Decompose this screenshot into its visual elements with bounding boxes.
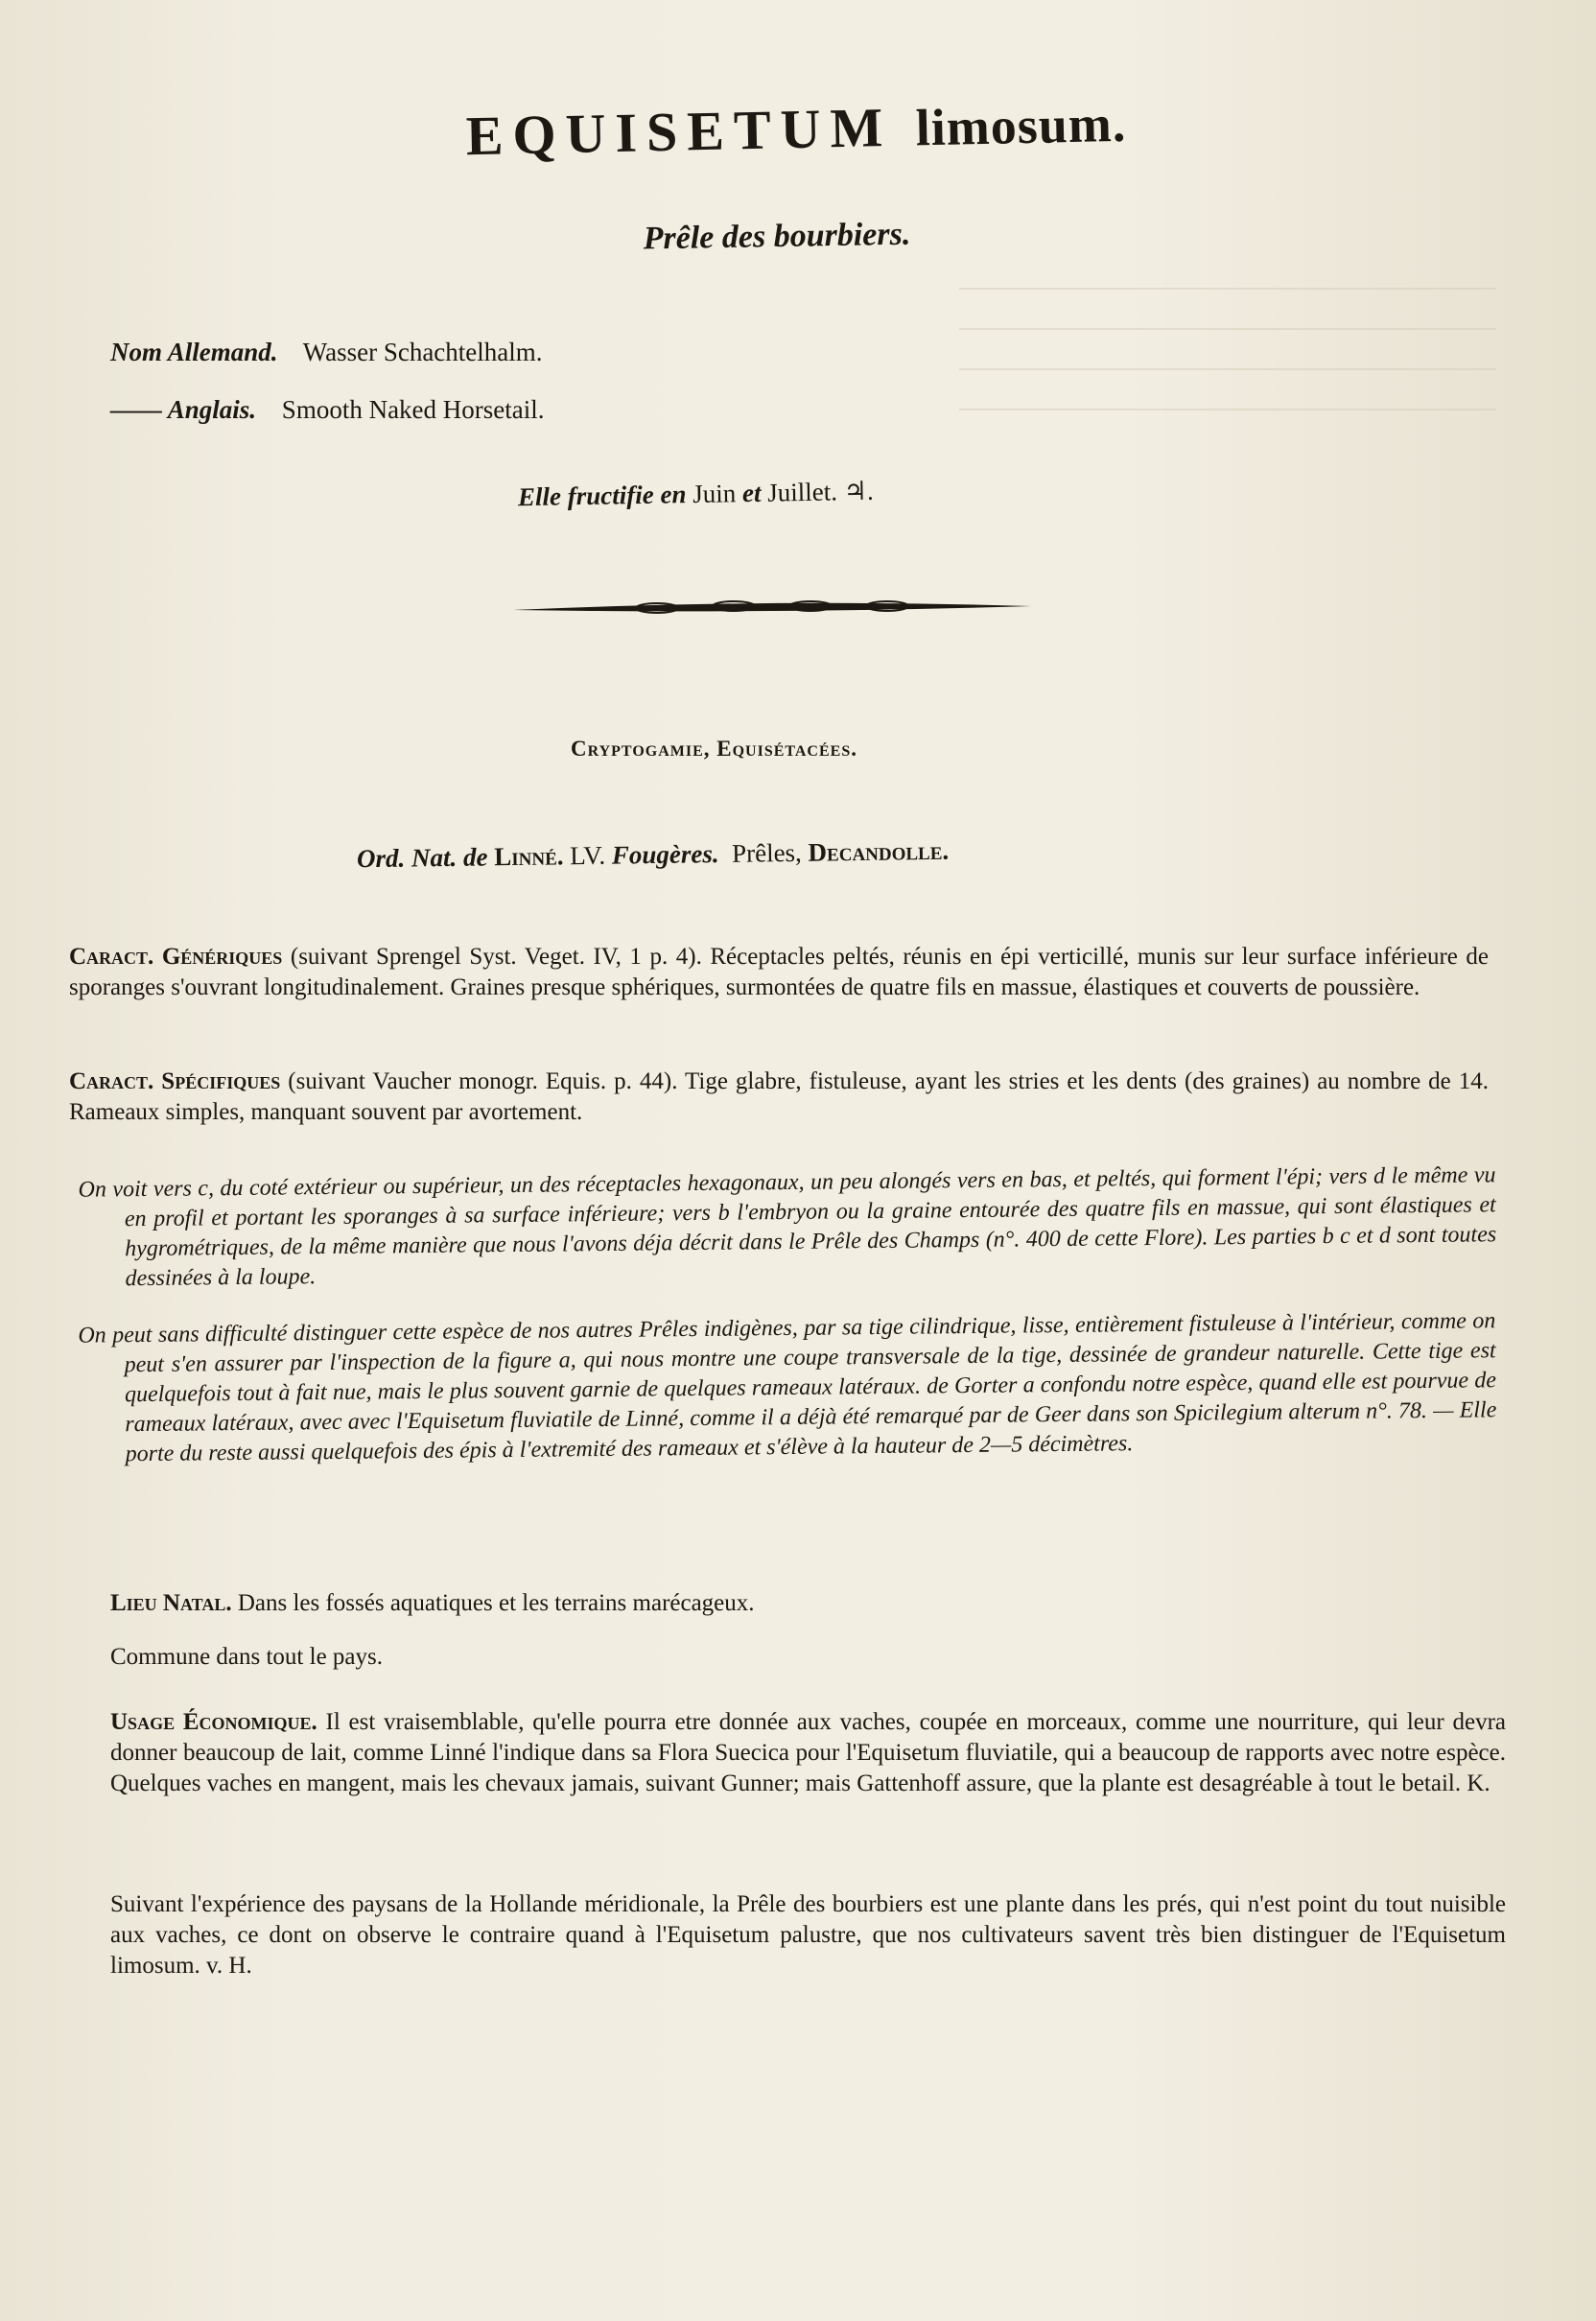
english-name-label: —— Anglais. xyxy=(110,395,257,424)
generic-characters-text: (suivant Sprengel Syst. Veget. IV, 1 p. 4). Réceptacles peltés, réunis en épi verticillé, munis sur leur surface inférieure de sporanges s'ouvrant longitudinalement. Graines presque sphériques, surmontées de quatre fils en massue, élastiques et couverts de poussière. xyxy=(69,944,1489,1000)
natural-order-line xyxy=(357,836,950,875)
subtitle: Prêle des bourbiers. xyxy=(643,216,911,257)
fruct-part-b: Juin xyxy=(692,479,737,509)
ordnat-linne: Linné. xyxy=(494,841,564,872)
figure-note-1: On voit vers c, du coté extérieur ou supérieur, un des réceptacles hexagonaux, un peu alongés vers en bas, et peltés, qui forment l'épi; vers d le même vu en profil et portant les sporanges à sa surface inférieure; vers b l'embryon ou la graine entourée des quatre fils en massue, qui sont élastiques et hygrométriques, de la même manière que nous l'avons déja décrit dans le Prêle des Champs (n°. 400 de cette Flore). Les parties b c et d sont toutes dessinées à la loupe. xyxy=(78,1162,1497,1292)
usage-text: Il est vraisemblable, qu'elle pourra etre donnée aux vaches, coupée en morceaux, comme une nourriture, qui leur devra donner beaucoup de lait, comme Linné l'indique dans sa Flora Suecica pour l'Equisetum fluviatile, qui a beaucoup de rapports avec notre espèce. Quelques vaches en mangent, mais les chevaux jamais, suivant Gunner; mais Gattenhoff assure, que la plante est desagréable à tout le betail. K. xyxy=(110,1709,1506,1796)
specific-characters xyxy=(69,1067,1489,1128)
ordnat-de: de xyxy=(462,842,488,872)
specific-characters-text: (suivant Vaucher monogr. Equis. p. 44). Tige glabre, fistuleuse, ayant les stries et les dents (des graines) au nombre de 14. Rameaux simples, manquant souvent par avortement. xyxy=(69,1068,1490,1125)
habitat-text: Dans les fossés aquatiques et les terrains marécageux. xyxy=(237,1590,755,1616)
generic-characters-label: Caract. Génériques xyxy=(69,944,283,970)
title-genus: EQUISETUM xyxy=(465,95,893,168)
specific-characters-label: Caract. Spécifiques xyxy=(69,1068,281,1094)
english-name-value: Smooth Naked Horsetail. xyxy=(281,395,545,424)
generic-characters xyxy=(69,942,1489,1003)
habitat-label: Lieu Natal. xyxy=(110,1590,232,1616)
fruct-part-d: Juillet. ♃. xyxy=(766,476,874,507)
ordnat-fougeres: Fougères. xyxy=(611,839,719,870)
ordnat-number: LV. xyxy=(570,840,606,871)
dutch-observation: Suivant l'expérience des paysans de la Hollande méridionale, la Prêle des bourbiers est une plante dans les prés, qui n'est point du tout nuisible aux vaches, ce dont on observe le contraire quand à l'Equisetum palustre, que nos cultivateurs savent très bien distinguer de l'Equisetum limosum. v. H. xyxy=(110,1891,1506,1979)
german-name-label: Nom Allemand. xyxy=(110,338,278,366)
distribution: Commune dans tout le pays. xyxy=(110,1644,383,1670)
title-species: limosum. xyxy=(915,94,1127,157)
page-title xyxy=(316,86,1276,171)
german-name-row xyxy=(110,338,543,367)
natural-habitat xyxy=(110,1588,1491,1619)
usage-label: Usage Économique. xyxy=(110,1709,317,1735)
fructification-line xyxy=(518,477,874,512)
english-name-row xyxy=(110,395,545,425)
german-name-value: Wasser Schachtelhalm. xyxy=(302,338,543,366)
ornamental-rule xyxy=(513,595,1031,623)
figure-note-2: On peut sans difficulté distinguer cette espèce de nos autres Prêles indigènes, par sa tige cilindrique, lisse, entièrement fistuleuse à l'intérieur, comme on peut s'en assurer par l'inspection de la figure a, qui nous montre une coupe transversale de la tige, dessinée de grandeur naturelle. Cette tige est quelquefois tout à fait nue, mais le plus souvent garnie de quelques rameaux latéraux. de Gorter a confondu notre espèce, quand elle est pourvue de rameaux latéraux, avec avec l'Equisetum fluviatile de Linné, comme il a déjà été remarqué par de Geer dans son Spicilegium alterum n°. 78. — Elle porte du reste aussi quelquefois des épis à l'extremité des rameaux et s'élève à la hauteur de 2—5 décimètres. xyxy=(78,1308,1497,1467)
ordnat-decandolle: Decandolle. xyxy=(808,835,950,867)
show-through-decoration xyxy=(959,278,1496,566)
classification: Cryptogamie, Equisétacées. xyxy=(571,737,857,761)
ordnat-preles: Prêles, xyxy=(731,837,803,868)
ordnat-label: Ord. Nat. xyxy=(356,842,458,874)
fruct-part-a: Elle fructifie en xyxy=(517,480,687,512)
fruct-part-c: et xyxy=(741,478,762,508)
economic-usage xyxy=(110,1707,1506,1799)
